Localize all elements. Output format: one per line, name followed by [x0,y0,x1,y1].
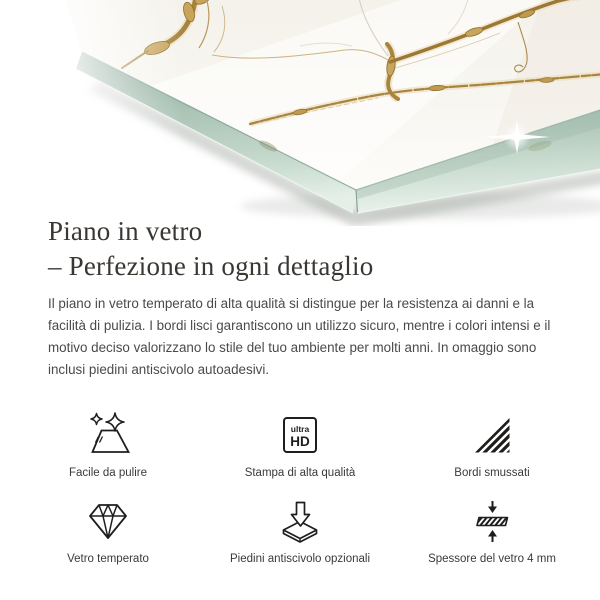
anti-slip-feet-icon [276,497,324,545]
feature-label: Stampa di alta qualità [244,467,356,479]
feature-glass-thickness [396,497,588,567]
features-grid [0,411,600,567]
glass-thickness-icon [468,497,516,545]
ultra-hd-icon-text-top: ultra [290,424,310,434]
glass-panel-photo [0,0,600,226]
page-title [48,214,552,284]
title-line-2: – Perfezione in ogni dettaglio [48,251,374,281]
feature-anti-slip-feet [204,497,396,567]
feature-beveled-edges [396,411,588,481]
clean-surface-sparkle-icon [84,411,132,459]
feature-easy-to-clean [12,411,204,481]
description-paragraph: Il piano in vetro temperato di alta qualità si distingue per la resistenza ai danni e la facilità di pulizia. I bordi lisci garantiscono un utilizzo sicuro, mentre i colori intensi e il motivo deciso valorizzano lo stile del tuo ambiente per molti anni. In omaggio sono inclusi piedini antiscivolo autoadesivi. [48,296,551,377]
hero-image-glass-panel [0,0,600,214]
description-block [0,214,600,381]
feature-print-quality [204,411,396,481]
title-line-1: Piano in vetro [48,216,203,246]
feature-label: Spessore del vetro 4 mm [428,553,556,565]
feature-tempered-glass [12,497,204,567]
beveled-edges-icon [468,411,516,459]
ultra-hd-icon-text-bottom: HD [290,434,310,449]
feature-label: Vetro temperato [67,553,149,565]
feature-label: Piedini antiscivolo opzionali [230,553,370,565]
feature-label: Facile da pulire [69,467,147,479]
ultra-hd-icon [276,411,324,459]
feature-label: Bordi smussati [454,467,530,479]
tempered-glass-diamond-icon [84,497,132,545]
